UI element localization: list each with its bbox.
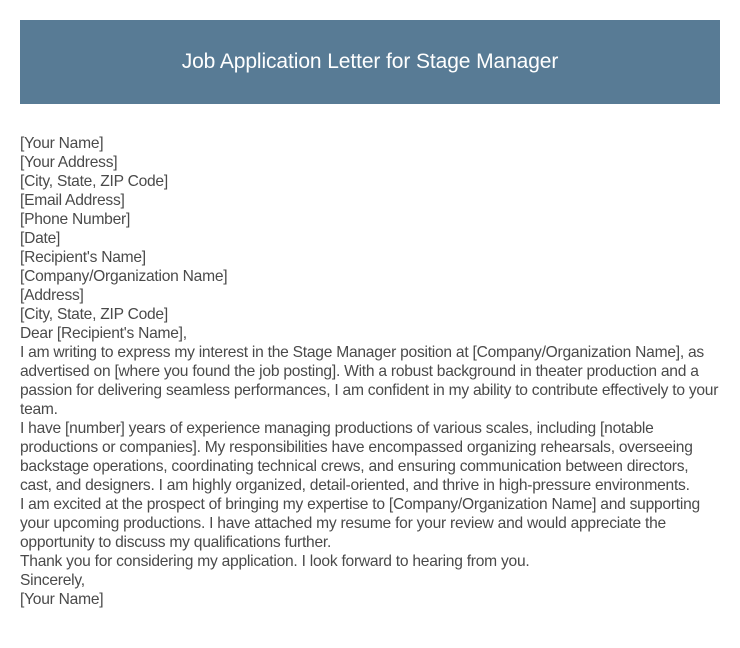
letter-body xyxy=(20,134,720,609)
sender-email: [Email Address] xyxy=(20,192,125,209)
sender-phone: [Phone Number] xyxy=(20,211,131,228)
recipient-block xyxy=(20,248,720,324)
recipient-organization: [Company/Organization Name] xyxy=(20,268,228,285)
page-title: Job Application Letter for Stage Manager xyxy=(181,50,559,73)
letter-date: [Date] xyxy=(20,230,61,247)
sender-city-state-zip: [City, State, ZIP Code] xyxy=(20,173,168,190)
recipient-address: [Address] xyxy=(20,287,84,304)
closing: Sincerely, xyxy=(20,572,85,589)
recipient-city-state-zip: [City, State, ZIP Code] xyxy=(20,306,168,323)
title-banner xyxy=(20,20,720,104)
paragraph-interest: I am excited at the prospect of bringing my expertise to [Company/Organization Name] and supporting your upcoming productions. I have attached my resume for your review and would appreciate the opportunity to discuss my qualifications further. xyxy=(20,496,700,551)
paragraph-intro: I am writing to express my interest in the Stage Manager position at [Company/Organization Name], as advertised on [where you found the job posting]. With a robust background in theater production and a passion for delivering seamless performances, I am confident in my ability to contribute effectively to your team. xyxy=(20,344,719,418)
sender-name: [Your Name] xyxy=(20,135,104,152)
sender-block xyxy=(20,134,720,229)
paragraph-experience: I have [number] years of experience managing productions of various scales, including [notable productions or companies]. My responsibilities have encompassed organizing rehearsals, overseeing backstage operations, coordinating technical crews, and ensuring communication between directors, cast, and designers. I am highly organized, detail-oriented, and thrive in high-pressure environments. xyxy=(20,420,693,494)
signature: [Your Name] xyxy=(20,591,104,608)
recipient-name: [Recipient's Name] xyxy=(20,249,146,266)
paragraph-thanks: Thank you for considering my application. I look forward to hearing from you. xyxy=(20,553,530,570)
sender-address: [Your Address] xyxy=(20,154,118,171)
salutation: Dear [Recipient's Name], xyxy=(20,325,187,342)
